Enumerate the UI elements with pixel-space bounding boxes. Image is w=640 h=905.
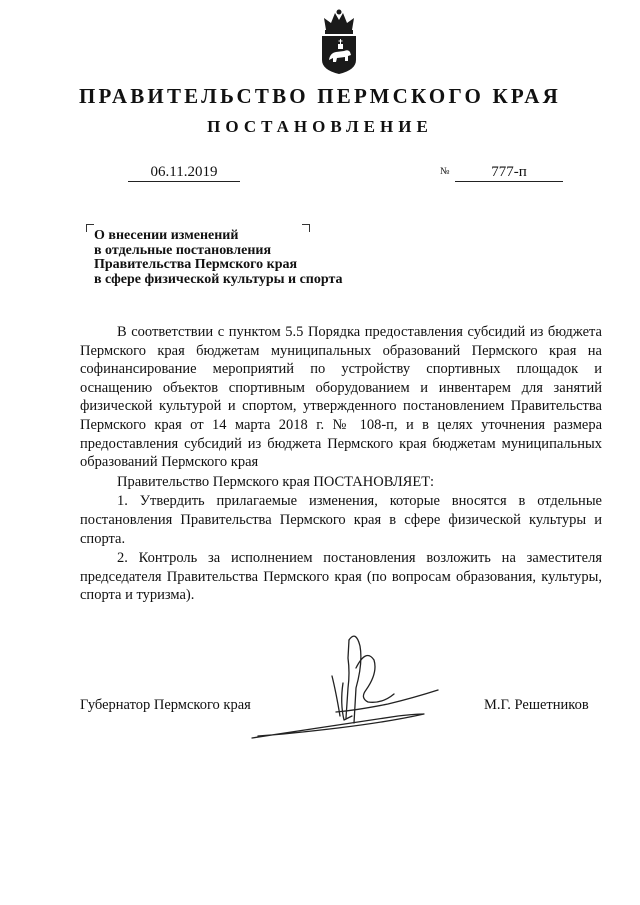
document-subject xyxy=(94,229,414,287)
document-date: 06.11.2019 xyxy=(128,163,240,182)
subject-corner-left xyxy=(86,224,94,232)
subject-line: Правительства Пермского края xyxy=(94,257,298,272)
body-paragraph: Правительство Пермского края ПОСТАНОВЛЯЕТ: xyxy=(117,473,435,490)
signatory-title: Губернатор Пермского края xyxy=(80,697,251,713)
document-number: 777-п xyxy=(455,163,563,182)
body-paragraph: 2. Контроль за исполнением постановления возложить на заместителя председателя Правительства Пермского края (по вопросам образования, культуры, спорта и туризма). xyxy=(80,550,602,604)
organization-title: ПРАВИТЕЛЬСТВО ПЕРМСКОГО КРАЯ xyxy=(78,84,561,108)
body-paragraph: В соответствии с пунктом 5.5 Порядка предоставления субсидий из бюджета Пермского края бюджетам муниципальных образований Пермского края на софинансирование мероприятий по устройству спортивных площадок и оснащению объектов спортивным оборудованием и инвентарем для занятий физической культурой и спортом, утвержденного постановлением Правительства Пермского края от 14 марта 2018 г. № 108-п, и в целях уточнения размера предоставления субсидий из бюджета Пермского края бюджетам муниципальных образований Пермского края xyxy=(80,324,602,471)
body-paragraph: 1. Утвердить прилагаемые изменения, которые вносятся в отдельные постановления Правительства Пермского края в сфере физической культуры и спорта. xyxy=(80,493,602,547)
handwritten-signature xyxy=(248,628,448,746)
document-type-title: ПОСТАНОВЛЕНИЕ xyxy=(207,117,433,136)
number-label: № xyxy=(440,166,450,177)
subject-line: О внесении изменений xyxy=(94,228,239,243)
coat-of-arms-icon xyxy=(318,8,360,76)
subject-line: в сфере физической культуры и спорта xyxy=(94,271,343,287)
document-body xyxy=(80,323,602,605)
signatory-name: М.Г. Решетников xyxy=(484,697,589,713)
subject-line: в отдельные постановления xyxy=(94,242,272,258)
